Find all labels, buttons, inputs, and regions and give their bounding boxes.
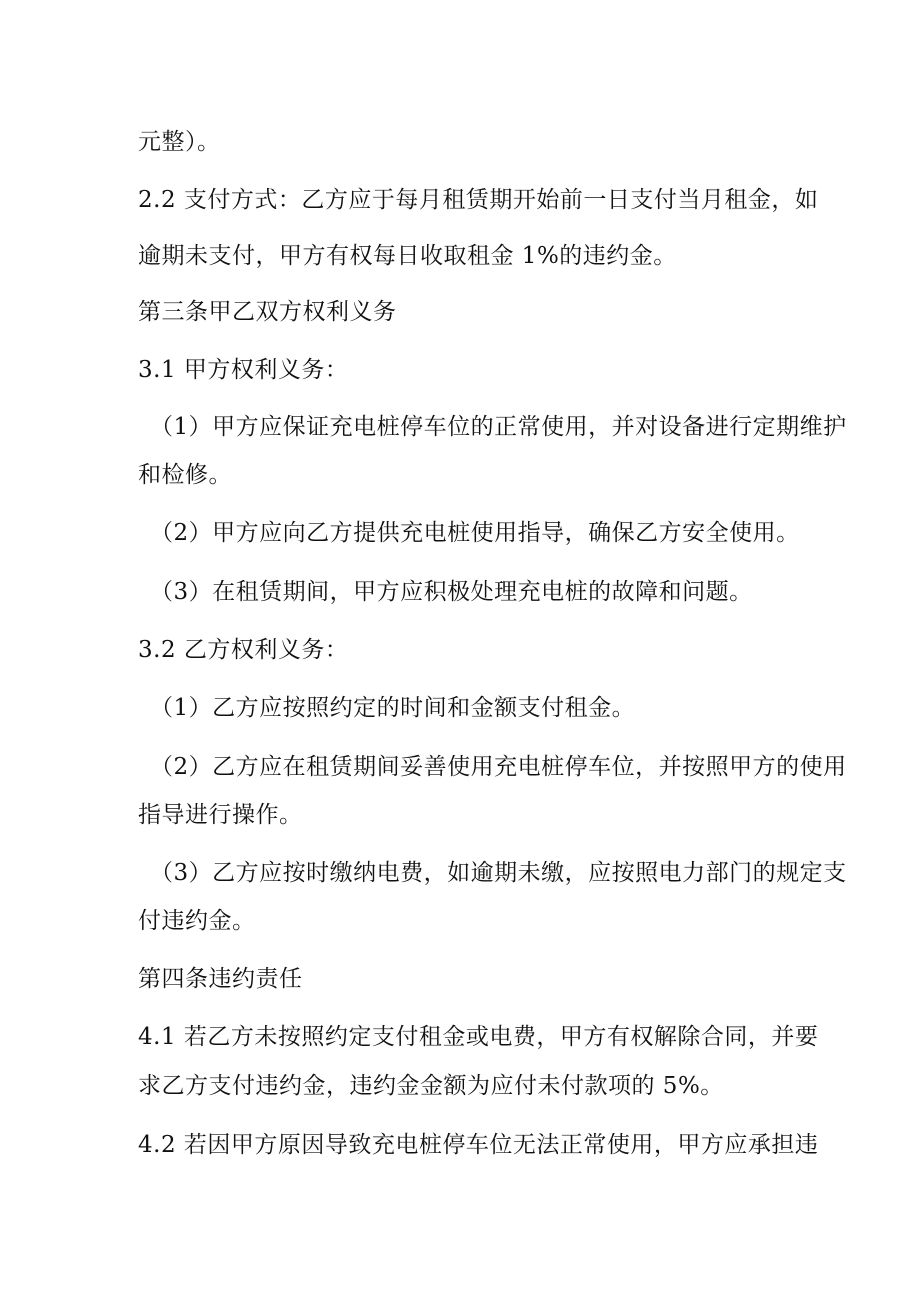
list-item: （3）乙方应按时缴纳电费，如逾期未缴，应按照电力部门的规定支 bbox=[150, 860, 847, 886]
section-heading-article-3: 第三条甲乙双方权利义务 bbox=[138, 299, 397, 325]
text-line: 求乙方支付违约金，违约金金额为应付未付款项的 5%。 bbox=[138, 1073, 724, 1099]
text-line: 指导进行操作。 bbox=[138, 802, 303, 828]
clause-4-1: 4.1 若乙方未按照约定支付租金或电费，甲方有权解除合同，并要 bbox=[138, 1024, 819, 1050]
list-item: （1）甲方应保证充电桩停车位的正常使用，并对设备进行定期维护 bbox=[150, 414, 847, 440]
list-item: （1）乙方应按照约定的时间和金额支付租金。 bbox=[150, 695, 636, 721]
clause-3-1: 3.1 甲方权利义务： bbox=[138, 357, 349, 383]
list-item: （3）在租赁期间，甲方应积极处理充电桩的故障和问题。 bbox=[150, 579, 753, 605]
clause-4-2: 4.2 若因甲方原因导致充电桩停车位无法正常使用，甲方应承担违 bbox=[138, 1132, 819, 1158]
text-line: 逾期未支付，甲方有权每日收取租金 1%的违约金。 bbox=[138, 243, 677, 269]
text-line: 和检修。 bbox=[138, 462, 232, 488]
text-line: 付违约金。 bbox=[138, 908, 256, 934]
list-item: （2）乙方应在租赁期间妥善使用充电桩停车位，并按照甲方的使用 bbox=[150, 754, 847, 780]
section-heading-article-4: 第四条违约责任 bbox=[138, 966, 303, 992]
clause-2-2: 2.2 支付方式：乙方应于每月租赁期开始前一日支付当月租金，如 bbox=[138, 187, 819, 213]
text-line: 元整）。 bbox=[138, 129, 221, 155]
list-item: （2）甲方应向乙方提供充电桩使用指导，确保乙方安全使用。 bbox=[150, 520, 800, 546]
clause-3-2: 3.2 乙方权利义务： bbox=[138, 637, 349, 663]
